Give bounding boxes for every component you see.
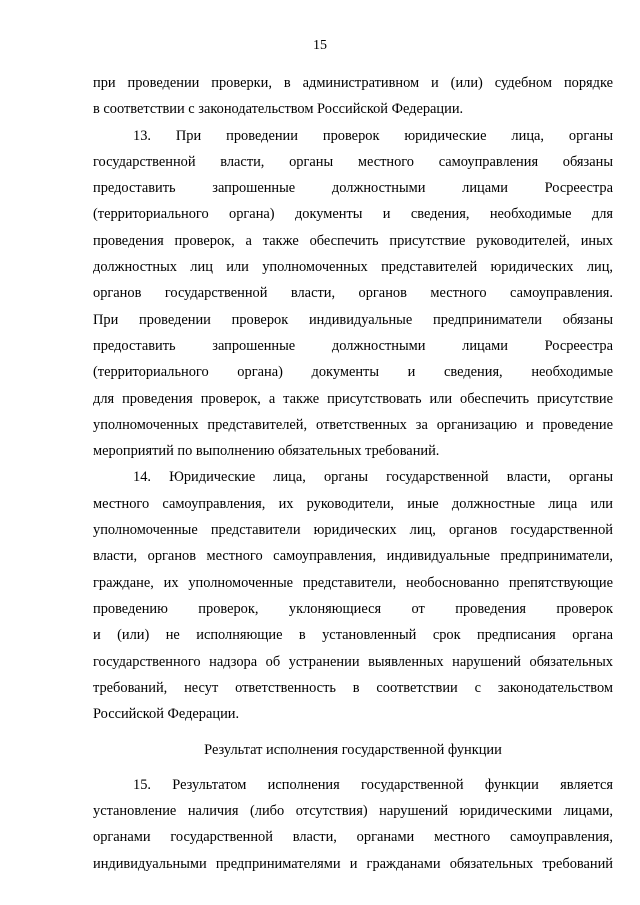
text-line: 13. При проведении проверок юридические лица, органы [133,127,613,144]
text-line: При проведении проверок индивидуальные предприниматели обязаны [93,311,613,328]
text-line: органов государственной власти, органов местного самоуправления. [93,285,613,302]
text-line: органами государственной власти, органами местного самоуправления, [93,829,613,846]
text-line: 15. Результатом исполнения государственной функции является [133,776,613,793]
text-line: индивидуальными предпринимателями и гражданами обязательных требований [93,855,613,872]
paragraph-item-14 [93,464,613,727]
document-body [93,70,613,877]
text-line: местного самоуправления, их руководители, иные должностные лица или [93,495,613,512]
text-line: предоставить запрошенные должностными лицами Росреестра [93,180,613,197]
text-line: уполномоченные представители юридических лиц, органов государственной [93,522,613,539]
section-heading: Результат исполнения государственной функции [204,742,502,759]
text-line: требований, несут ответственность в соответствии с законодательством [93,679,613,696]
text-line: уполномоченных представителей, ответственных за организацию и проведение [93,416,613,433]
text-line: в соответствии с законодательством Российской Федерации. [93,101,464,118]
text-line: государственного надзора об устранении выявленных нарушений обязательных [93,653,613,670]
text-line: государственной власти, органы местного самоуправления обязаны [93,153,613,170]
text-line: граждане, их уполномоченные представители, необоснованно препятствующие [93,574,613,591]
text-line: предоставить запрошенные должностными лицами Росреестра [93,337,613,354]
text-line: при проведении проверки, в административном и (или) судебном порядке [93,75,613,91]
text-line: проведения проверок, а также обеспечить присутствие руководителей, иных [93,232,613,249]
paragraph-item-15 [93,772,613,877]
text-line: Российской Федерации. [93,706,240,723]
text-line: проведению проверок, уклоняющиеся от проведения проверок [93,600,613,617]
text-line: установление наличия (либо отсутствия) нарушений юридическими лицами, [93,803,613,820]
paragraph-item-13 [93,123,613,465]
text-line: (территориального органа) документы и сведения, необходимые для [93,206,613,223]
text-line: (территориального органа) документы и сведения, необходимые [93,364,613,381]
page-number: 15 [313,38,327,53]
text-line: 14. Юридические лица, органы государственной власти, органы [133,469,613,486]
text-line: для проведения проверок, а также присутствовать или обеспечить присутствие [93,390,613,407]
text-line: должностных лиц или уполномоченных представителей юридических лиц, [93,259,613,276]
text-line: и (или) не исполняющие в установленный срок предписания органа [93,627,613,644]
text-line: власти, органов местного самоуправления, индивидуальные предприниматели, [93,548,613,565]
text-line: мероприятий по выполнению обязательных требований. [93,443,440,460]
paragraph-continuation [93,70,613,123]
